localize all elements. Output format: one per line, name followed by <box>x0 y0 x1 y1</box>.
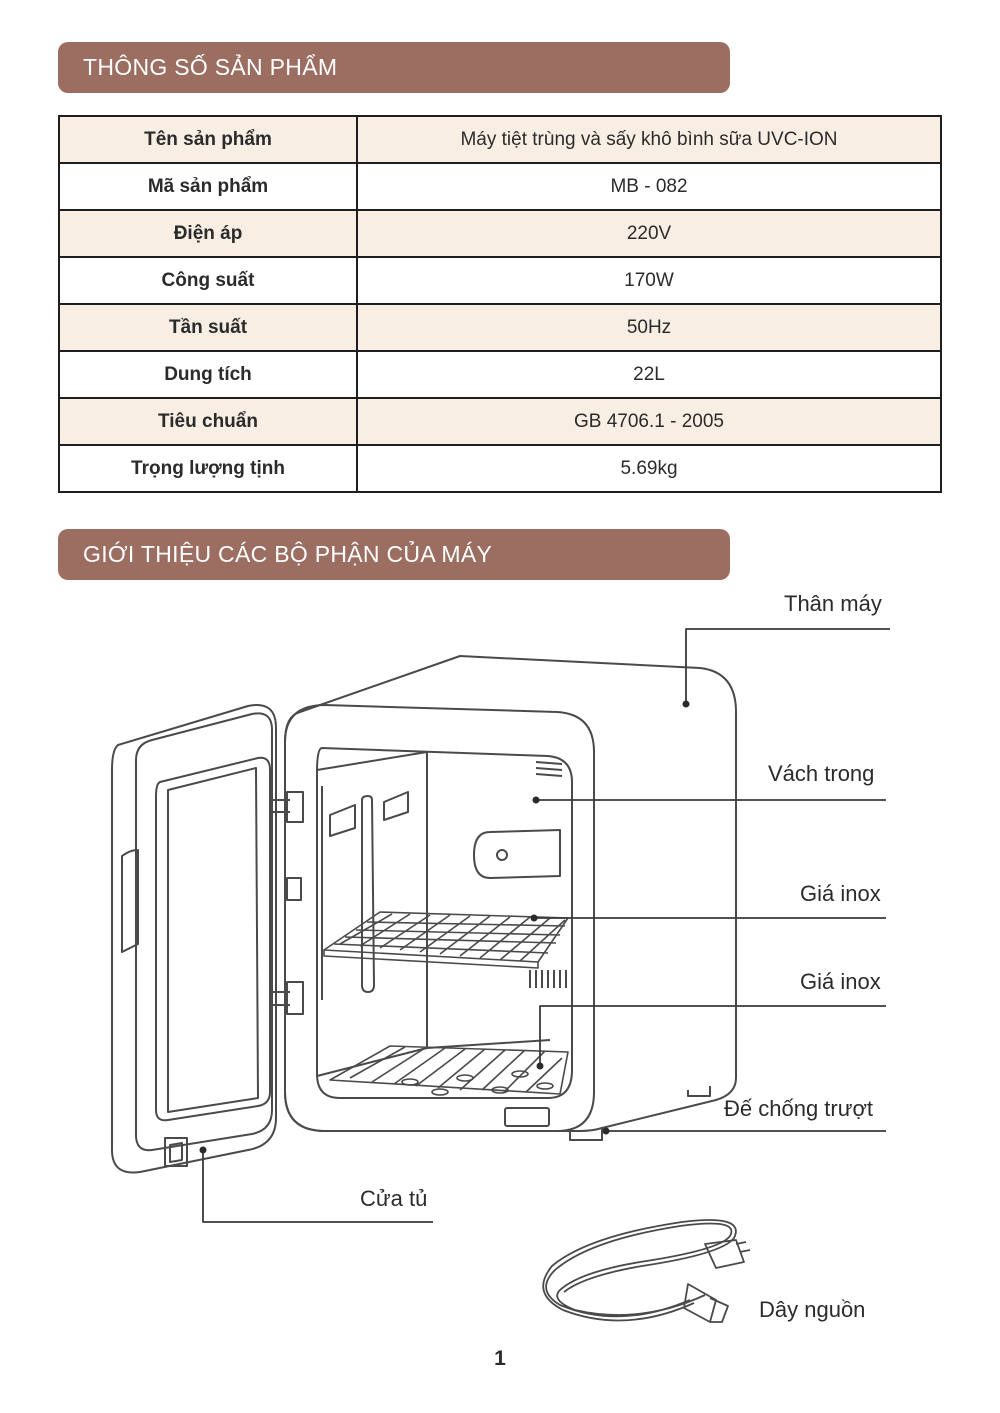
spec-value: MB - 082 <box>357 163 941 210</box>
spec-value: 22L <box>357 351 941 398</box>
spec-label: Công suất <box>59 257 357 304</box>
spec-label: Tiêu chuẩn <box>59 398 357 445</box>
spec-value: 170W <box>357 257 941 304</box>
spec-label: Mã sản phẩm <box>59 163 357 210</box>
spec-label: Dung tích <box>59 351 357 398</box>
cabinet-body-outline <box>285 656 736 1131</box>
label-rack-lower: Giá inox <box>800 969 881 994</box>
label-rack-upper: Giá inox <box>800 881 881 906</box>
door-window <box>156 758 270 1121</box>
spec-value: Máy tiệt trùng và sấy khô bình sữa UVC-ION <box>357 116 941 163</box>
section-parts-header: GIỚI THIỆU CÁC BỘ PHẬN CỦA MÁY <box>58 529 730 580</box>
spec-value: 50Hz <box>357 304 941 351</box>
label-anti-slip-base: Đế chống trượt <box>724 1096 873 1121</box>
power-cord-drawing <box>543 1220 750 1322</box>
spec-label: Trọng lượng tịnh <box>59 445 357 492</box>
label-inner-wall: Vách trong <box>768 761 875 786</box>
spec-value: 220V <box>357 210 941 257</box>
spec-value: 5.69kg <box>357 445 941 492</box>
spec-value: GB 4706.1 - 2005 <box>357 398 941 445</box>
spec-label: Tên sản phẩm <box>59 116 357 163</box>
inner-back-wall <box>427 752 550 1048</box>
spec-label: Tần suất <box>59 304 357 351</box>
uv-lamp <box>474 830 560 878</box>
label-body: Thân máy <box>784 591 882 616</box>
upper-rack <box>324 912 568 968</box>
label-door: Cửa tủ <box>360 1186 428 1211</box>
spec-label: Điện áp <box>59 210 357 257</box>
page-number: 1 <box>494 1347 506 1370</box>
label-power-cord: Dây nguồn <box>759 1297 866 1322</box>
section-specs-header: THÔNG SỐ SẢN PHẨM <box>58 42 730 93</box>
lower-rack <box>330 1046 568 1095</box>
control-panel <box>505 1108 549 1126</box>
